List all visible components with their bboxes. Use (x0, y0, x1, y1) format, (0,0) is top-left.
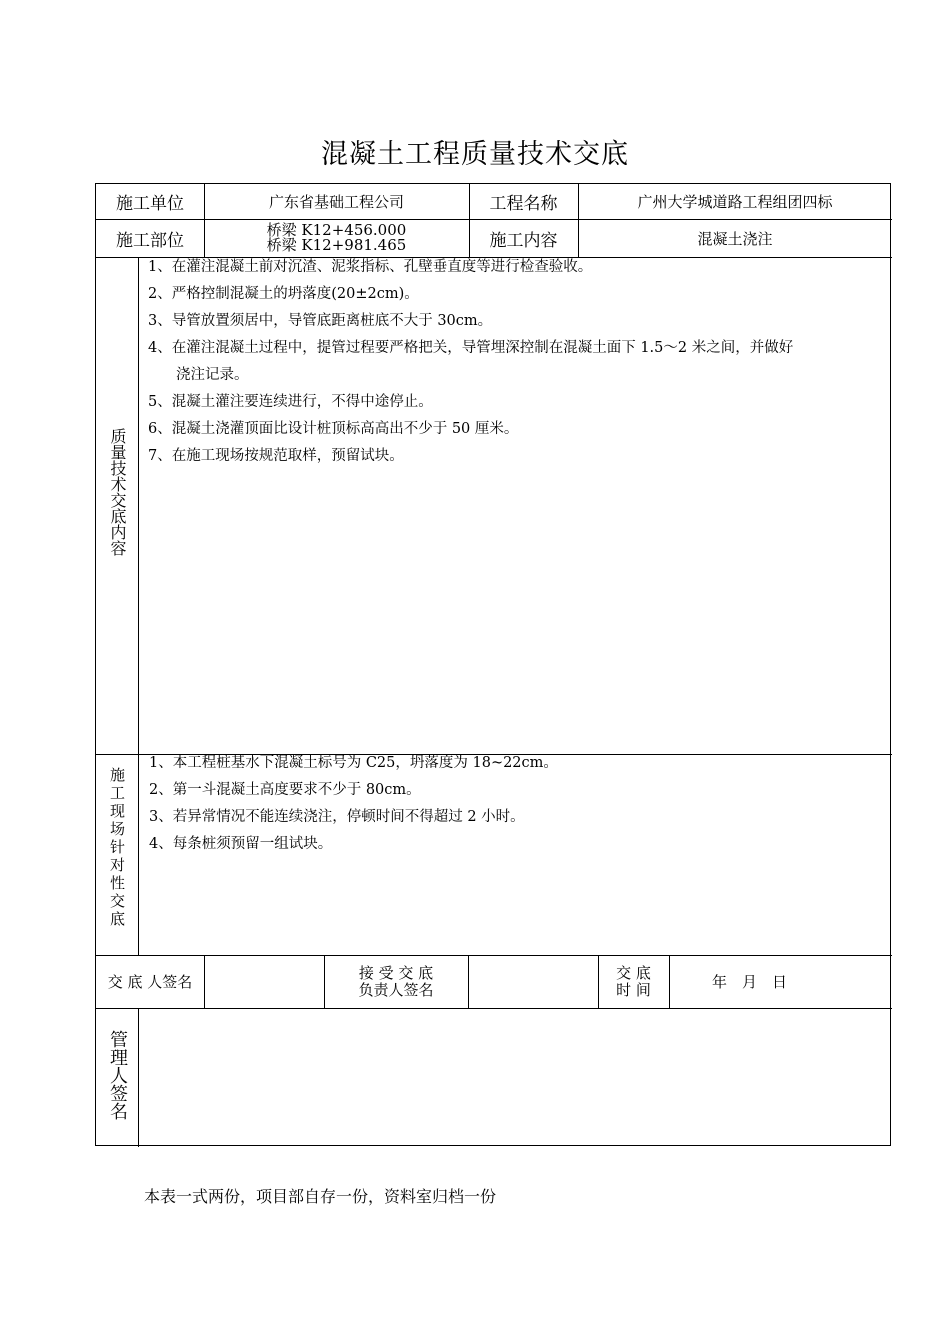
part-value (204, 219, 469, 257)
list-item-continuation: 浇注记录。 (176, 367, 249, 383)
document-title: 混凝土工程质量技术交底 (321, 139, 629, 170)
time-label (598, 955, 669, 1008)
part-value-line: 桥梁 K12+981.465 (266, 236, 407, 254)
list-item: 7、在施工现场按规范取样，预留试块。 (148, 448, 404, 464)
list-item: 4、每条桩须预留一组试块。 (149, 836, 333, 852)
time-label-line: 交 底 (616, 963, 651, 982)
list-item: 6、混凝土浇灌顶面比设计桩顶标高高出不少于 50 厘米。 (148, 421, 519, 437)
col-divider (138, 257, 139, 955)
date-field[interactable]: 年 月 日 (712, 973, 788, 991)
list-item: 3、若异常情况不能连续浇注，停顿时间不得超过 2 小时。 (149, 809, 525, 825)
time-label-line: 时 间 (616, 980, 651, 999)
list-item: 1、在灌注混凝土前对沉渣、泥浆指标、孔壁垂直度等进行检查验收。 (148, 259, 593, 275)
part-label: 施工部位 (116, 230, 184, 251)
part-value-line: 桥梁 K12+456.000 (266, 221, 407, 239)
footer-note: 本表一式两份，项目部自存一份，资料室归档一份 (144, 1187, 497, 1206)
manager-signature-field[interactable] (138, 1008, 892, 1147)
list-item (148, 362, 888, 389)
receiver-label-line: 负责人签名 (358, 980, 434, 999)
quality-items (148, 254, 888, 470)
list-item: 2、严格控制混凝土的坍落度(20±2cm)。 (148, 286, 419, 302)
receiver-label-line: 接 受 交 底 (358, 963, 434, 982)
onsite-items (149, 750, 889, 858)
receiver-signature-field[interactable] (468, 955, 598, 1008)
project-value: 广州大学城道路工程组团四标 (637, 193, 833, 211)
manager-signature-label: 管理人签名 (107, 1030, 128, 1120)
list-item: 1、本工程桩基水下混凝土标号为 C25，坍落度为 18~22cm。 (149, 755, 558, 771)
list-item: 4、在灌注混凝土过程中，提管过程要严格把关，导管埋深控制在混凝土面下 1.5～2 米之间，并做好 (148, 340, 794, 356)
receiver-signature-label (324, 955, 468, 1008)
list-item: 5、混凝土灌注要连续进行，不得中途停止。 (148, 394, 433, 410)
unit-value: 广东省基础工程公司 (268, 193, 404, 211)
project-label: 工程名称 (489, 194, 558, 214)
list-item: 2、第一斗混凝土高度要求不少于 80cm。 (149, 782, 421, 798)
giver-signature-label: 交 底 人签名 (107, 973, 193, 991)
onsite-section-label: 施工现场针对性交底 (108, 767, 126, 929)
disclosure-form (95, 183, 891, 1146)
content-label: 施工内容 (489, 230, 558, 251)
giver-signature-field[interactable] (204, 955, 324, 1008)
list-item: 3、导管放置须居中，导管底距离桩底不大于 30cm。 (148, 313, 493, 329)
quality-section-label: 质量技术交底内容 (108, 428, 127, 556)
content-value: 混凝土浇注 (697, 229, 773, 248)
unit-label: 施工单位 (116, 194, 184, 214)
